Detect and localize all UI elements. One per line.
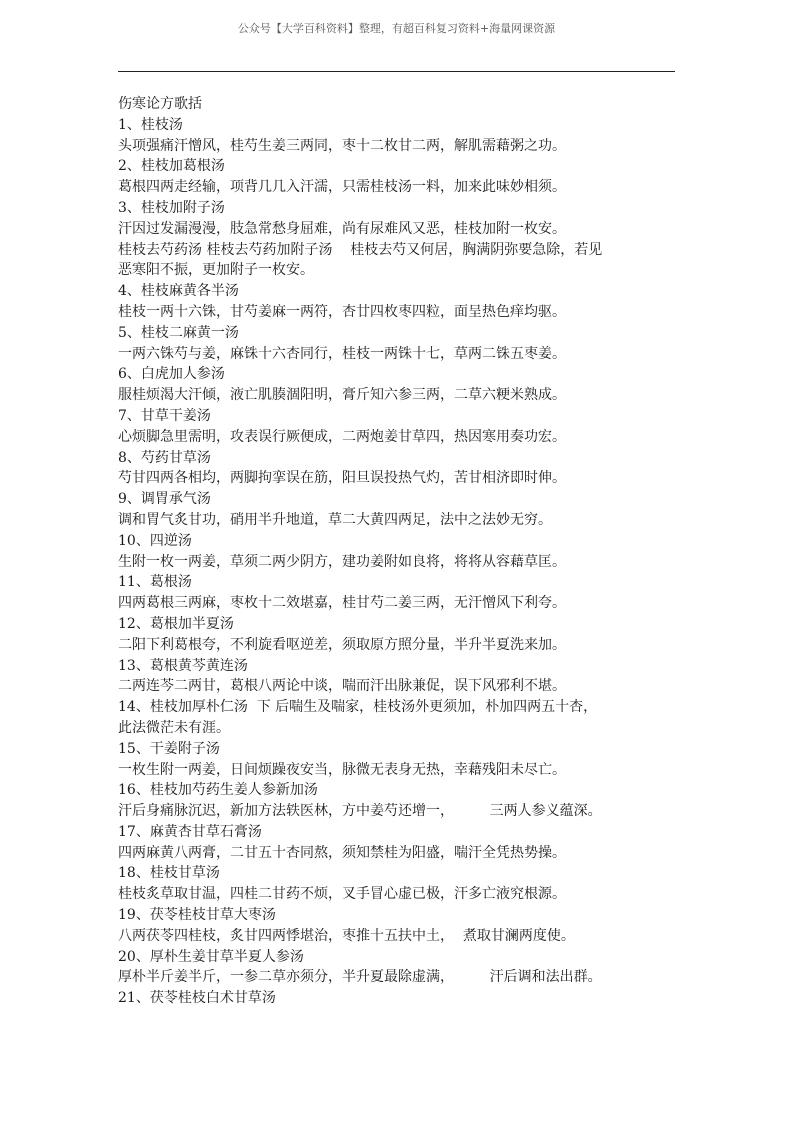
formula-verse: 一枚生附一两姜，日间烦躁夜安当，脉微无表身无热，幸藉残阳未尽亡。 [118, 761, 566, 778]
formula-verse: 八两茯苓四桂枝，炙甘四两悸堪治，枣推十五扶中土， 煮取甘澜两度使。 [118, 927, 575, 944]
formula-verse: 汗因过发漏漫漫，肢急常愁身屈难，尚有尿难风又恶，桂枝加附一枚安。 [118, 220, 566, 237]
formula-heading: 1、桂枝汤 [118, 116, 183, 133]
formula-verse: 调和胃气炙甘功，硝用半升地道，草二大黄四两足，法中之法妙无穷。 [118, 511, 552, 528]
formula-verse: 14、桂枝加厚朴仁汤 下 后喘生及喘家，桂枝汤外更须加，朴加四两五十杏， [118, 699, 598, 716]
formula-heading: 15、干姜附子汤 [118, 740, 220, 757]
formula-heading: 21、茯苓桂枝白术甘草汤 [118, 990, 276, 1007]
header-note: 公众号【大学百科资料】整理，有超百科复习资料+海量网课资源 [237, 22, 556, 35]
formula-heading: 18、桂枝甘草汤 [118, 865, 220, 882]
formula-verse: 四两麻黄八两膏，二甘五十杏同熬，须知禁桂为阳盛，喘汗全凭热势操。 [118, 844, 566, 861]
document-body [118, 94, 688, 1009]
formula-heading: 3、桂枝加附子汤 [118, 199, 225, 216]
formula-heading: 16、桂枝加芍药生姜人参新加汤 [118, 782, 318, 799]
formula-verse: 二阳下利葛根夸，不利旋看呕逆差，须取原方照分量，半升半夏洗来加。 [118, 636, 566, 653]
formula-verse: 葛根四两走经输，项背几几入汗濡，只需桂枝汤一料，加来此味妙相须。 [118, 179, 566, 196]
formula-verse: 服桂烦渴大汗倾，液亡肌腠涸阳明，膏斤知六参三两，二草六粳米熟成。 [118, 387, 566, 404]
formula-heading: 9、调胃承气汤 [118, 491, 211, 508]
formula-verse: 此法微茫未有涯。 [118, 719, 230, 736]
formula-heading: 8、芍药甘草汤 [118, 449, 211, 466]
formula-verse: 心烦脚急里需明，攻表误行厥便成，二两炮姜甘草四，热因寒用奏功宏。 [118, 428, 566, 445]
formula-verse: 恶寒阳不振，更加附子一枚安。 [118, 262, 314, 279]
formula-heading: 19、茯苓桂枝甘草大枣汤 [118, 907, 276, 924]
formula-verse: 芍甘四两各相均，两脚拘挛误在筋，阳旦误投热气灼，苦甘相济即时伸。 [118, 470, 566, 487]
formula-verse: 生附一枚一两姜，草须二两少阴方，建功姜附如良将，将将从容藉草匡。 [118, 553, 566, 570]
formula-verse: 桂枝炙草取甘温，四桂二甘药不烦，叉手冒心虚已极，汗多亡液究根源。 [118, 886, 566, 903]
formula-verse: 汗后身痛脉沉迟，新加方法轶医林，方中姜芍还增一， 三两人参义蕴深。 [118, 803, 602, 820]
formula-verse: 桂枝去芍药汤 桂枝去芍药加附子汤 桂枝去芍又何居，胸满阴弥要急除，若见 [118, 241, 603, 258]
formula-verse: 头项强痛汗憎风，桂芍生姜三两同，枣十二枚甘二两，解肌需藉粥之功。 [118, 137, 566, 154]
formula-verse: 一两六铢芍与姜，麻铢十六杏同行，桂枝一两铢十七，草两二铢五枣姜。 [118, 345, 566, 362]
formula-heading: 13、葛根黄芩黄连汤 [118, 657, 248, 674]
formula-heading: 2、桂枝加葛根汤 [118, 158, 225, 175]
document-title: 伤寒论方歌括 [118, 96, 202, 112]
formula-heading: 20、厚朴生姜甘草半夏人参汤 [118, 948, 304, 965]
formula-verse: 桂枝一两十六铢，甘芍姜麻一两符，杏廿四枚枣四粒，面呈热色痒均驱。 [118, 303, 566, 320]
header-rule [118, 71, 675, 72]
formula-heading: 4、桂枝麻黄各半汤 [118, 283, 239, 300]
formula-verse: 二两连芩二两甘，葛根八两论中谈，喘而汗出脉兼促，误下风邪利不堪。 [118, 678, 566, 695]
formula-heading: 10、四逆汤 [118, 532, 192, 549]
formula-verse: 厚朴半斤姜半斤，一参二草亦须分，半升夏最除虚满， 汗后调和法出群。 [118, 969, 602, 986]
formula-heading: 17、麻黄杏甘草石膏汤 [118, 823, 262, 840]
formula-heading: 6、白虎加人参汤 [118, 366, 225, 383]
formula-heading: 7、甘草干姜汤 [118, 407, 211, 424]
formula-verse: 四两葛根三两麻，枣枚十二效堪嘉，桂甘芍二姜三两，无汗憎风下利夸。 [118, 595, 566, 612]
formula-heading: 11、葛根汤 [118, 574, 192, 591]
formula-heading: 5、桂枝二麻黄一汤 [118, 324, 239, 341]
formula-heading: 12、葛根加半夏汤 [118, 615, 234, 632]
